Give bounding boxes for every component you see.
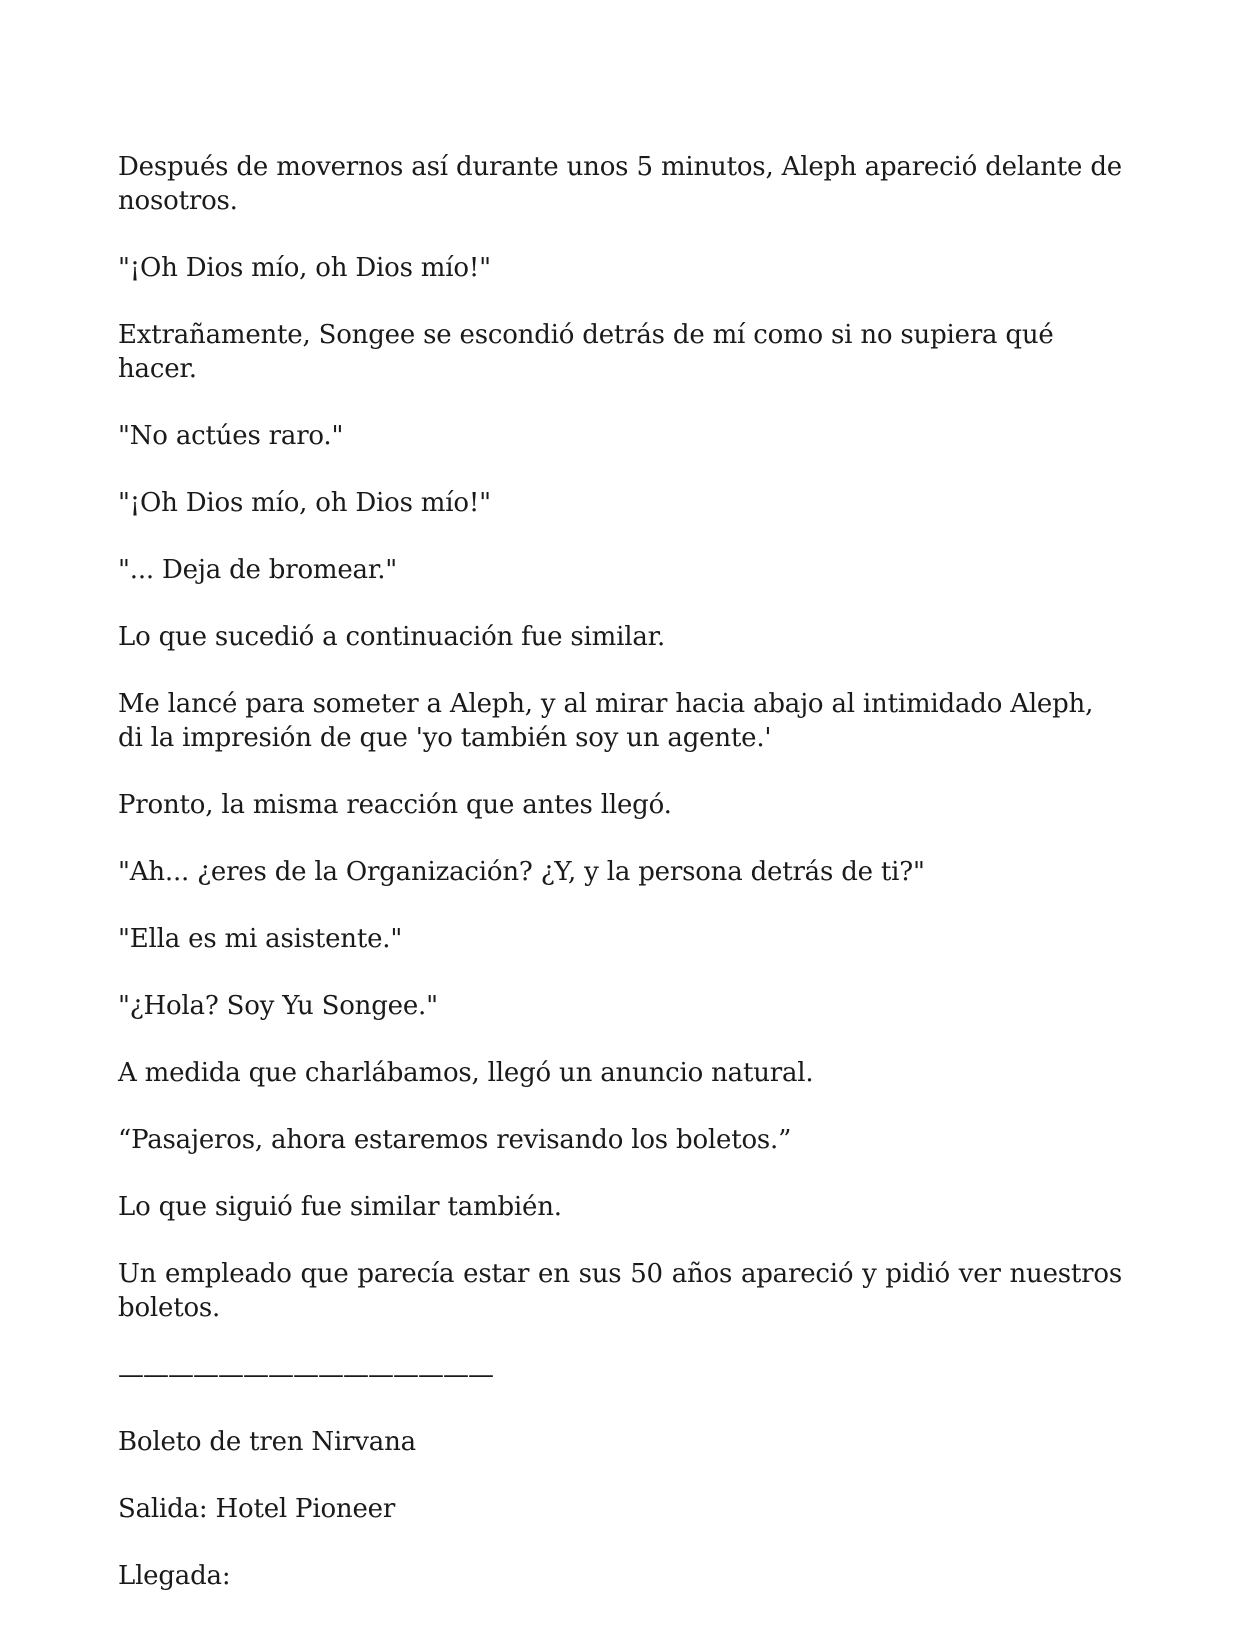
section-separator: ——————————————— [118, 1360, 493, 1390]
paragraph: Un empleado que parecía estar en sus 50 años apareció y pidió ver nuestros boletos. [118, 1259, 1122, 1323]
paragraph: "No actúes raro." [118, 421, 344, 451]
paragraph: A medida que charlábamos, llegó un anuncio natural. [118, 1058, 814, 1088]
paragraph: Después de movernos así durante unos 5 minutos, Aleph apareció delante de nosotros. [118, 152, 1122, 216]
paragraph: Me lancé para someter a Aleph, y al mirar hacia abajo al intimidado Aleph, di la impresión de que 'yo también soy un agente.' [118, 689, 1094, 753]
paragraph: "¡Oh Dios mío, oh Dios mío!" [118, 253, 491, 283]
ticket-title: Boleto de tren Nirvana [118, 1427, 416, 1457]
document-body [118, 150, 1122, 1626]
paragraph: "Ella es mi asistente." [118, 924, 403, 954]
paragraph: "Ah... ¿eres de la Organización? ¿Y, y la persona detrás de ti?" [118, 857, 925, 887]
paragraph: Lo que sucedió a continuación fue similar. [118, 622, 666, 652]
paragraph: Pronto, la misma reacción que antes llegó. [118, 790, 672, 820]
paragraph: “Pasajeros, ahora estaremos revisando los boletos.” [118, 1125, 792, 1155]
ticket-arrival: Llegada: [118, 1561, 231, 1591]
ticket-departure: Salida: Hotel Pioneer [118, 1494, 396, 1524]
paragraph: Extrañamente, Songee se escondió detrás de mí como si no supiera qué hacer. [118, 320, 1054, 384]
paragraph: Lo que siguió fue similar también. [118, 1192, 562, 1222]
paragraph: "... Deja de bromear." [118, 555, 398, 585]
paragraph: "¡Oh Dios mío, oh Dios mío!" [118, 488, 491, 518]
paragraph: "¿Hola? Soy Yu Songee." [118, 991, 438, 1021]
